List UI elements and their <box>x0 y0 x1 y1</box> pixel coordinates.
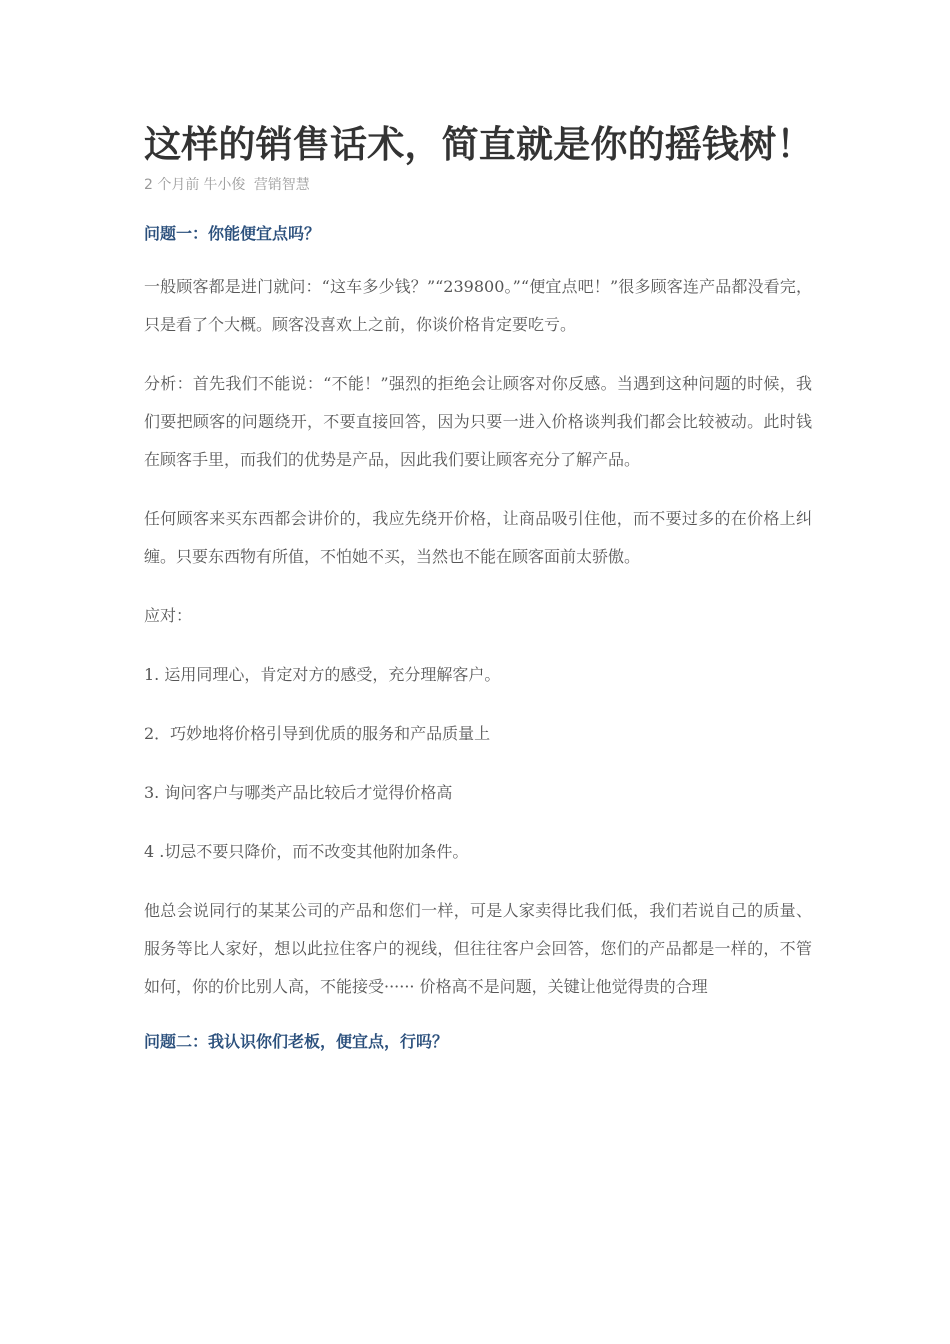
meta-time: 2 个月前 <box>144 177 200 193</box>
list-item: 4 .切忌不要只降价，而不改变其他附加条件。 <box>144 842 469 861</box>
meta-author: 牛小俊 <box>203 177 246 193</box>
meta-category: 营销智慧 <box>253 177 310 193</box>
article-meta <box>144 174 812 196</box>
paragraph: 应对： <box>144 606 193 625</box>
list-item: 2．巧妙地将价格引导到优质的服务和产品质量上 <box>144 724 491 743</box>
paragraph: 他总会说同行的某某公司的产品和您们一样，可是人家卖得比我们低，我们若说自己的质量、服务等比人家好，想以此拉住客户的视线，但往往客户会回答，您们的产品都是一样的，不管如何，你的价比别人高，不能接受······ 价格高不是问题，关键让他觉得贵的合理 <box>144 901 812 996</box>
article-title: 这样的销售话术，简直就是你的摇钱树！ <box>144 122 814 166</box>
section-heading-1: 问题一：你能便宜点吗？ <box>144 224 321 243</box>
paragraph: 分析：首先我们不能说：“不能！”强烈的拒绝会让顾客对你反感。当遇到这种问题的时候，我们要把顾客的问题绕开，不要直接回答，因为只要一进入价格谈判我们都会比较被动。此时钱在顾客手里，而我们的优势是产品，因此我们要让顾客充分了解产品。 <box>144 374 812 469</box>
article <box>144 118 812 1054</box>
paragraph: 一般顾客都是进门就问：“这车多少钱？”“239800。”“便宜点吧！”很多顾客连产品都没看完，只是看了个大概。顾客没喜欢上之前，你谈价格肯定要吃亏。 <box>144 277 812 334</box>
list-item: 3. 询问客户与哪类产品比较后才觉得价格高 <box>144 783 453 802</box>
list-item: 1. 运用同理心，肯定对方的感受，充分理解客户。 <box>144 665 501 684</box>
paragraph: 任何顾客来买东西都会讲价的，我应先绕开价格，让商品吸引住他，而不要过多的在价格上纠缠。只要东西物有所值，不怕她不买，当然也不能在顾客面前太骄傲。 <box>144 509 812 566</box>
section-heading-2: 问题二：我认识你们老板，便宜点，行吗？ <box>144 1032 449 1051</box>
